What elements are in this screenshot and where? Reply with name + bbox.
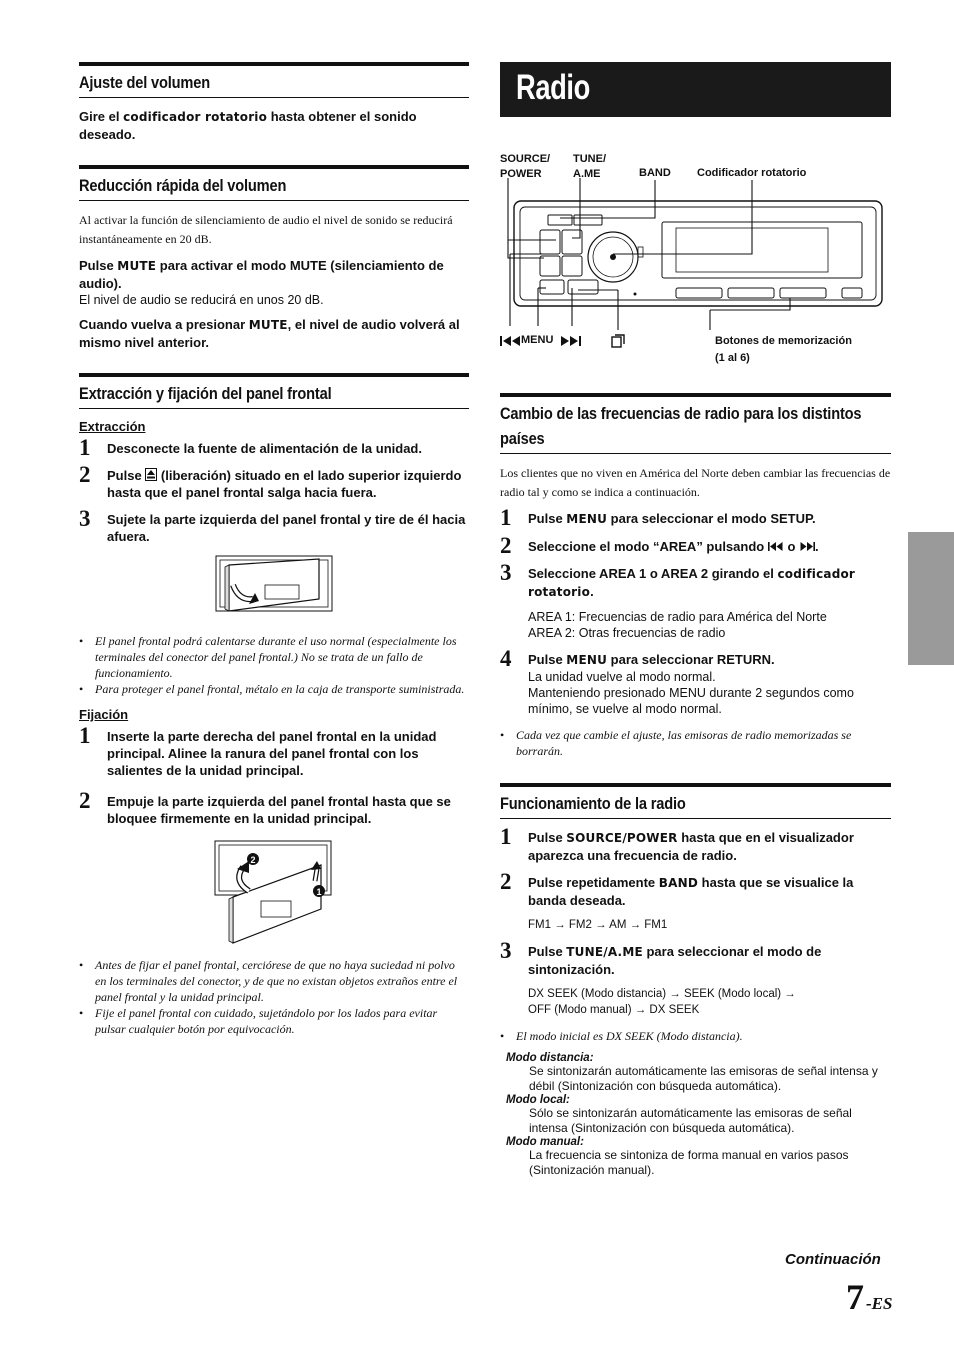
step-number: 3: [500, 938, 512, 963]
step-number: 2: [500, 869, 512, 894]
svg-text:1: 1: [316, 887, 322, 897]
step-text: [528, 510, 891, 528]
text: Pulse: [528, 511, 567, 526]
step-text: [528, 943, 891, 978]
note: • Cada vez que cambie el ajuste, las emisoras de radio memorizadas se borrarán.: [500, 727, 891, 759]
text: Pulse repetidamente: [528, 875, 659, 890]
step-text: Inserte la parte derecha del panel frontal en la unidad principal. Alinee la ranura del panel frontal con los salientes de la unidad principal.: [107, 729, 437, 778]
text: .: [815, 539, 819, 554]
keyword: codificador rotatorio: [528, 567, 856, 599]
keyword: MENU: [566, 512, 608, 526]
unit-diagram: [500, 150, 891, 372]
subheading-fijacion: Fijación: [79, 707, 129, 722]
eject-icon: [145, 468, 157, 481]
band-sequence: FM1 → FM2 → AM → FM1: [528, 919, 668, 931]
keyword: BAND: [658, 876, 699, 890]
step-text: Empuje la parte izquierda del panel frontal hasta que se bloquee firmemente en la unidad principal.: [107, 794, 451, 826]
step: [500, 533, 891, 558]
step-number: 3: [79, 506, 91, 531]
step-text: [107, 467, 469, 501]
label-menu: MENU: [521, 334, 554, 346]
panel-removal-illustration: [215, 555, 333, 615]
step-number: 1: [500, 824, 512, 849]
page-title: Radio: [516, 68, 590, 107]
step: [500, 505, 891, 530]
step-number: 4: [500, 646, 512, 671]
label-botones: Botones de memorización (1 al 6): [715, 335, 852, 364]
text: Pulse: [528, 944, 567, 959]
step: [79, 788, 469, 827]
page-title-bar: [500, 62, 891, 117]
text: hasta que se visualice la banda deseada.: [528, 875, 854, 908]
step: [79, 435, 469, 460]
section-header-funcionamiento: [500, 783, 891, 819]
note: • Antes de fijar el panel frontal, cerciórese de que no haya suciedad ni polvo en los terminales del conector, y de que no existan objetos extraños entre el panel frontal y la unidad principal.: [79, 957, 469, 1005]
step-text: [528, 874, 891, 909]
step: [79, 462, 469, 501]
text: para seleccionar el modo de sintonización.: [528, 944, 822, 977]
keyword: MUTE: [117, 259, 157, 273]
label-codificador: Codificador rotatorio: [697, 167, 807, 179]
section-header-panel: [79, 373, 469, 409]
text: para activar el modo MUTE (silenciamiento de audio).: [79, 258, 444, 291]
keyword: MUTE: [248, 318, 288, 332]
text: (liberación) situado en el lado superior izquierdo hasta que el panel frontal salga hacia fuera.: [107, 468, 462, 500]
tune-sequence: DX SEEK (Modo distancia) → SEEK (Modo local) →: [528, 988, 796, 1000]
text: , el nivel de audio volverá al mismo nivel anterior.: [79, 317, 460, 350]
def-term: Modo local:: [506, 1094, 570, 1106]
text: Cuando vuelva a presionar: [79, 317, 249, 332]
text: o: [783, 539, 799, 554]
note-text: El nivel de audio se reducirá en unos 20 dB.: [79, 293, 324, 307]
section-header-volumen: [79, 62, 469, 98]
step: [79, 506, 469, 545]
text: Pulse: [528, 830, 567, 845]
section-title: Reducción rápida del volumen: [79, 176, 287, 195]
def-desc: La frecuencia se sintoniza de forma manual en varios pasos (Sintonización manual).: [529, 1148, 849, 1177]
def-term: Modo manual:: [506, 1136, 584, 1148]
text: hasta obtener el sonido deseado.: [79, 109, 417, 142]
text: Pulse: [79, 258, 118, 273]
note: • El modo inicial es DX SEEK (Modo distancia).: [500, 1028, 891, 1044]
step-note: La unidad vuelve al modo normal.: [528, 670, 716, 684]
text: Seleccione el modo “AREA” pulsando: [528, 539, 768, 554]
step-note: Manteniendo presionado MENU durante 2 segundos como mínimo, se vuelve al modo normal.: [528, 686, 854, 716]
step: [500, 646, 891, 717]
step-number: 2: [79, 788, 91, 813]
prev-icon: [768, 542, 784, 551]
section-header-reduccion: [79, 165, 469, 201]
step-text: [528, 829, 891, 864]
section-title: Extracción y fijación del panel frontal: [79, 384, 332, 403]
text: hasta que en el visualizador aparezca una frecuencia de radio.: [528, 830, 854, 863]
step-number: 2: [500, 533, 512, 558]
section-title: Ajuste del volumen: [79, 73, 210, 92]
label-tune-ame: TUNE/ A.ME: [573, 153, 606, 180]
paragraph: [79, 316, 469, 351]
svg-text:2: 2: [250, 855, 256, 865]
right-column: [500, 393, 891, 1178]
step-number: 1: [79, 723, 91, 748]
paragraph: [79, 108, 469, 143]
step: [500, 560, 891, 641]
text: Gire el: [79, 109, 124, 124]
label-band: BAND: [639, 167, 671, 179]
subheading-extraccion: Extracción: [79, 419, 146, 434]
text: Pulse: [528, 652, 567, 667]
section-title: Funcionamiento de la radio: [500, 794, 686, 813]
keyword: MENU: [566, 653, 608, 667]
step-number: 2: [79, 462, 91, 487]
text: Pulse: [107, 468, 146, 483]
text: AREA 2: [528, 626, 572, 640]
step-text: [528, 565, 891, 601]
step-text: Sujete la parte izquierda del panel frontal y tire de él hacia afuera.: [107, 512, 466, 544]
section-header-frecuencias: [500, 393, 891, 454]
mode-definitions: [500, 1052, 891, 1178]
label-source-power: SOURCE/ POWER: [500, 153, 551, 180]
step: [79, 723, 469, 779]
def-term: Modo distancia:: [506, 1052, 594, 1064]
panel-release-icon: [611, 334, 625, 348]
step: [500, 869, 891, 933]
note: • Para proteger el panel frontal, métalo en la caja de transporte suministrada.: [79, 681, 469, 697]
step-number: 1: [79, 435, 91, 460]
section-title: Cambio de las frecuencias de radio para los distintos países: [500, 404, 862, 448]
step: [500, 938, 891, 1018]
tune-sequence: OFF (Modo manual) → DX SEEK: [528, 1004, 700, 1016]
panel-attach-illustration: [213, 839, 333, 947]
text: Seleccione AREA 1 o AREA 2 girando el: [528, 566, 778, 581]
text: para seleccionar RETURN.: [607, 652, 775, 667]
step-number: 3: [500, 560, 512, 585]
page-number: 7: [846, 1277, 864, 1317]
intro-text: Al activar la función de silenciamiento de audio el nivel de sonido se reducirá instantáneamente en 20 dB.: [79, 213, 453, 246]
next-icon: [799, 542, 815, 551]
intro-text: Los clientes que no viven en América del Norte deben cambiar las frecuencias de radio tal y como se indica a continuación.: [500, 466, 891, 499]
text: AREA 1: [528, 610, 572, 624]
continuation-label: Continuación: [785, 1251, 881, 1268]
keyword: TUNE/A.ME: [566, 945, 643, 959]
step: [500, 824, 891, 864]
left-column: [79, 62, 469, 1037]
step-text: [528, 651, 891, 669]
text: : Otras frecuencias de radio: [571, 626, 726, 640]
next-icon: [559, 336, 581, 346]
prev-icon: [500, 336, 522, 346]
chapter-tab: [908, 532, 954, 665]
def-desc: Sólo se sintonizarán automáticamente las emisoras de señal intensa (Sintonización con búsqueda automática).: [529, 1106, 852, 1135]
text: para seleccionar el modo SETUP.: [607, 511, 816, 526]
keyword: codificador rotatorio: [123, 110, 268, 124]
text: : Frecuencias de radio para América del Norte: [571, 610, 827, 624]
keyword: SOURCE/POWER: [566, 831, 678, 845]
step-text: [528, 538, 891, 555]
note: • El panel frontal podrá calentarse durante el uso normal (especialmente los terminales del conector del panel frontal.) No se trata de un fallo de funcionamiento.: [79, 633, 469, 681]
paragraph: [79, 257, 469, 292]
step-text: Desconecte la fuente de alimentación de la unidad.: [107, 441, 422, 456]
note: • Fije el panel frontal con cuidado, sujetándolo por los lados para evitar pulsar cualquier botón por equivocación.: [79, 1005, 469, 1037]
page-suffix: -ES: [866, 1294, 893, 1313]
area-line: [528, 625, 891, 641]
def-desc: Se sintonizarán automáticamente las emisoras de señal intensa y débil (Sintonización con búsqueda automática).: [529, 1064, 878, 1093]
step-number: 1: [500, 505, 512, 530]
text: .: [590, 584, 594, 599]
area-line: [528, 609, 891, 625]
